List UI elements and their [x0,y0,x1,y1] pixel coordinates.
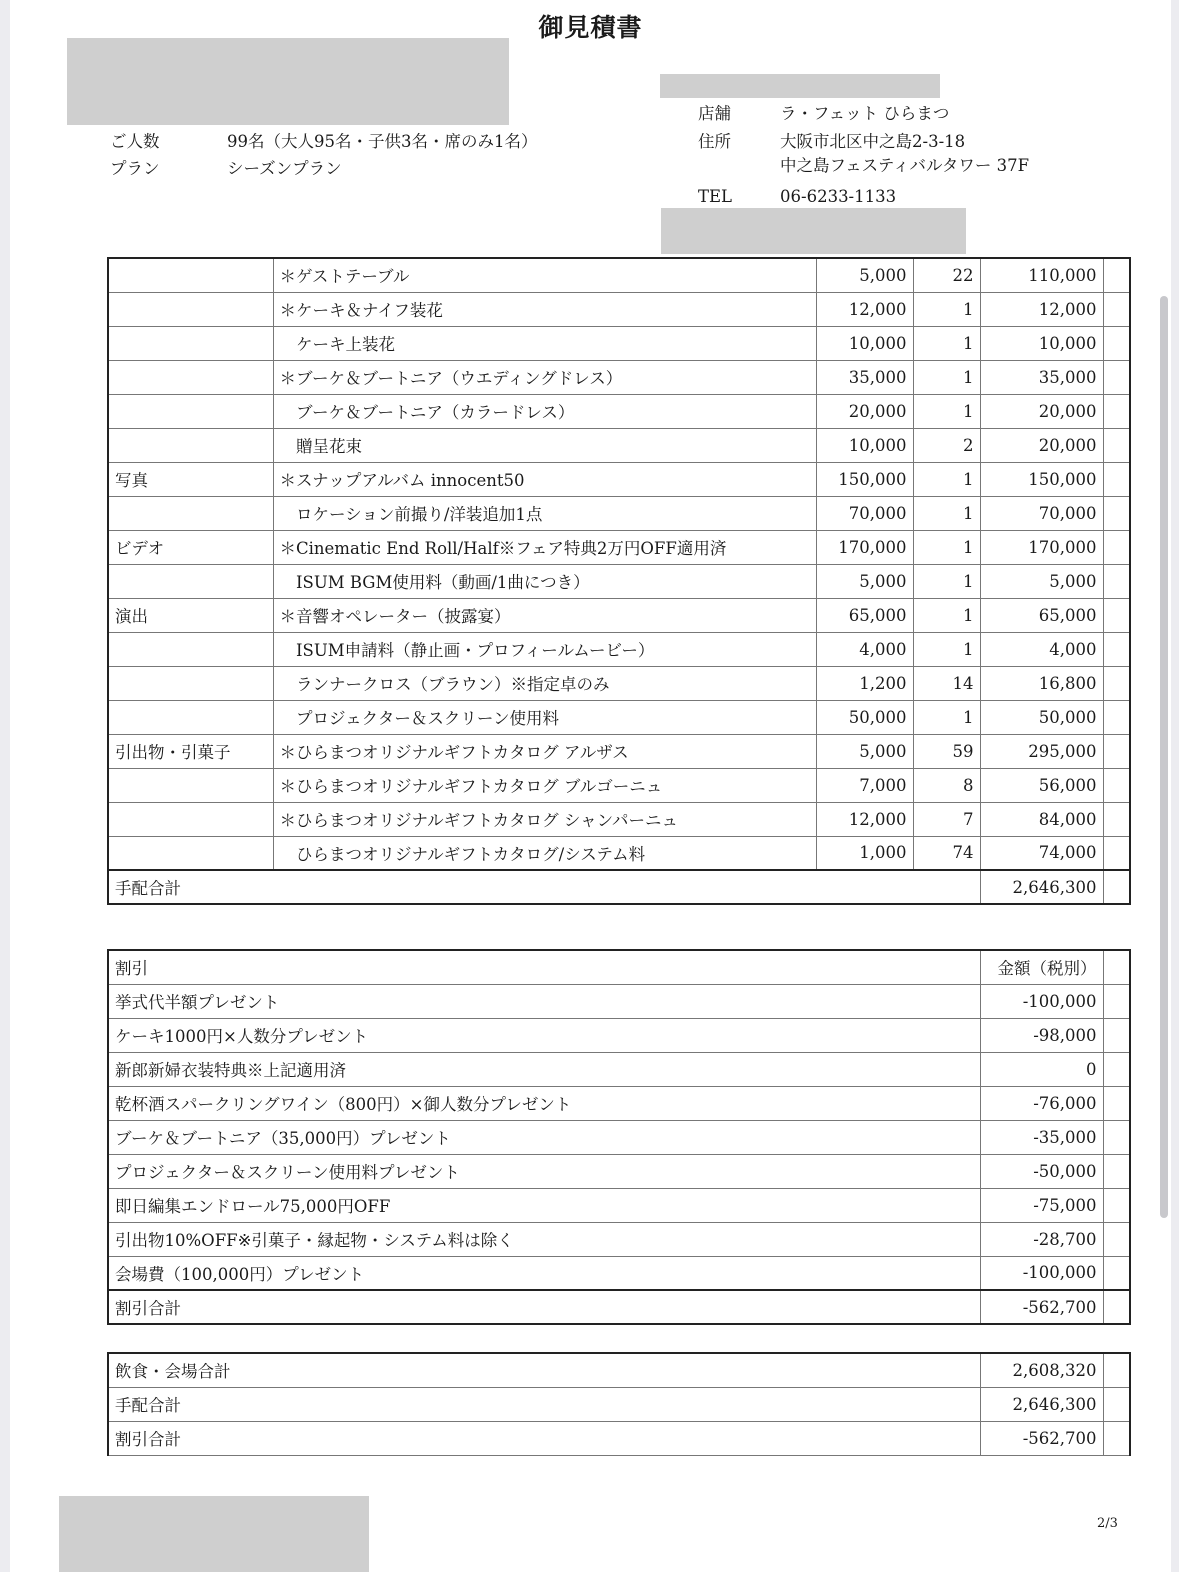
item-amount: 35,000 [980,360,1103,394]
item-name: ＊ひらまつオリジナルギフトカタログ シャンパーニュ [273,802,816,836]
item-amount: 110,000 [980,258,1103,292]
summary-amount: -562,700 [980,1421,1103,1455]
item-name: ひらまつオリジナルギフトカタログ/システム料 [273,836,816,870]
address-line2: 中之島フェスティバルタワー 37F [780,156,1030,175]
item-extra-cell [1103,836,1130,870]
table-row [108,428,1130,462]
summary-amount: 2,646,300 [980,1387,1103,1421]
items-total-label: 手配合計 [108,870,980,904]
item-unit-price: 10,000 [816,428,913,462]
discount-amount: -76,000 [980,1086,1103,1120]
discounts-header-row [108,950,1130,984]
discount-amount: -100,000 [980,1256,1103,1290]
table-row [108,1188,1130,1222]
discount-extra-cell [1103,1256,1130,1290]
item-category: 引出物・引菓子 [108,734,273,768]
item-extra-cell [1103,394,1130,428]
discounts-total-label: 割引合計 [108,1290,980,1324]
item-category [108,632,273,666]
item-quantity: 1 [913,394,980,428]
table-row [108,1387,1130,1421]
redacted-venue-contact [661,208,966,254]
item-category [108,700,273,734]
item-unit-price: 1,200 [816,666,913,700]
item-category [108,564,273,598]
item-name: ロケーション前撮り/洋装追加1点 [273,496,816,530]
table-row [108,292,1130,326]
item-category: 写真 [108,462,273,496]
item-amount: 20,000 [980,394,1103,428]
item-extra-cell [1103,530,1130,564]
discount-label: 引出物10%OFF※引菓子・縁起物・システム料は除く [108,1222,980,1256]
discount-extra-cell [1103,1018,1130,1052]
item-unit-price: 50,000 [816,700,913,734]
item-unit-price: 20,000 [816,394,913,428]
table-row [108,1421,1130,1455]
discount-amount: -50,000 [980,1154,1103,1188]
item-quantity: 1 [913,292,980,326]
item-category [108,496,273,530]
item-quantity: 22 [913,258,980,292]
discounts-total-row [108,1290,1130,1324]
discount-label: 乾杯酒スパークリングワイン（800円）×御人数分プレゼント [108,1086,980,1120]
table-row [108,1222,1130,1256]
discount-amount: -28,700 [980,1222,1103,1256]
summary-extra-cell [1103,1421,1130,1455]
item-name: ISUM BGM使用料（動画/1曲につき） [273,564,816,598]
summary-label: 飲食・会場合計 [108,1353,980,1387]
item-amount: 74,000 [980,836,1103,870]
item-extra-cell [1103,768,1130,802]
item-extra-cell [1103,292,1130,326]
discount-extra-cell [1103,1052,1130,1086]
discounts-table [107,949,1131,1325]
item-category [108,394,273,428]
table-row [108,598,1130,632]
item-amount: 16,800 [980,666,1103,700]
item-category [108,802,273,836]
item-unit-price: 1,000 [816,836,913,870]
item-name: 贈呈花束 [273,428,816,462]
item-quantity: 1 [913,632,980,666]
item-unit-price: 70,000 [816,496,913,530]
item-category [108,836,273,870]
table-row [108,768,1130,802]
item-unit-price: 5,000 [816,734,913,768]
item-quantity: 1 [913,360,980,394]
table-row [108,564,1130,598]
item-quantity: 1 [913,326,980,360]
table-row [108,1120,1130,1154]
discount-extra-cell [1103,984,1130,1018]
table-row [108,1154,1130,1188]
item-extra-cell [1103,666,1130,700]
items-total-amount: 2,646,300 [980,870,1103,904]
table-row [108,462,1130,496]
item-name: ランナークロス（ブラウン）※指定卓のみ [273,666,816,700]
item-unit-price: 10,000 [816,326,913,360]
table-row [108,632,1130,666]
item-category: 演出 [108,598,273,632]
table-row [108,802,1130,836]
summary-table [107,1352,1131,1456]
item-name: ＊ブーケ＆ブートニア（ウエディングドレス） [273,360,816,394]
discount-label: プロジェクター＆スクリーン使用料プレゼント [108,1154,980,1188]
redacted-footer [59,1496,369,1572]
item-amount: 170,000 [980,530,1103,564]
store-value: ラ・フェット ひらまつ [780,104,950,123]
item-category [108,768,273,802]
item-extra-cell [1103,462,1130,496]
summary-extra-cell [1103,1387,1130,1421]
table-row [108,258,1130,292]
table-row [108,530,1130,564]
item-unit-price: 35,000 [816,360,913,394]
table-row [108,1353,1130,1387]
discount-label: 即日編集エンドロール75,000円OFF [108,1188,980,1222]
table-row [108,394,1130,428]
item-unit-price: 170,000 [816,530,913,564]
items-table [107,257,1131,905]
table-row [108,1018,1130,1052]
discounts-total-amount: -562,700 [980,1290,1103,1324]
summary-amount: 2,608,320 [980,1353,1103,1387]
item-amount: 50,000 [980,700,1103,734]
item-unit-price: 12,000 [816,292,913,326]
page-number: 2/3 [1097,1516,1118,1531]
tel-value: 06-6233-1133 [780,187,897,206]
item-quantity: 8 [913,768,980,802]
item-unit-price: 4,000 [816,632,913,666]
item-extra-cell [1103,700,1130,734]
item-unit-price: 5,000 [816,258,913,292]
item-amount: 84,000 [980,802,1103,836]
discount-extra-cell [1103,1154,1130,1188]
item-amount: 4,000 [980,632,1103,666]
discount-extra-cell [1103,1188,1130,1222]
discount-amount: -35,000 [980,1120,1103,1154]
item-name: プロジェクター＆スクリーン使用料 [273,700,816,734]
item-name: ISUM申請料（静止画・プロフィールムービー） [273,632,816,666]
address-label: 住所 [698,132,731,151]
item-name: ＊ひらまつオリジナルギフトカタログ ブルゴーニュ [273,768,816,802]
discount-label: ブーケ＆ブートニア（35,000円）プレゼント [108,1120,980,1154]
discount-label: 会場費（100,000円）プレゼント [108,1256,980,1290]
summary-extra-cell [1103,1353,1130,1387]
table-row [108,836,1130,870]
item-name: ブーケ＆ブートニア（カラードレス） [273,394,816,428]
table-row [108,360,1130,394]
item-unit-price: 5,000 [816,564,913,598]
item-extra-cell [1103,496,1130,530]
discount-label: 挙式代半額プレゼント [108,984,980,1018]
item-category [108,292,273,326]
item-name: ＊音響オペレーター（披露宴） [273,598,816,632]
table-row [108,666,1130,700]
item-quantity: 1 [913,598,980,632]
plan-value: シーズンプラン [227,159,342,178]
item-name: ＊ケーキ＆ナイフ装花 [273,292,816,326]
table-row [108,1256,1130,1290]
discount-amount: -75,000 [980,1188,1103,1222]
item-extra-cell [1103,326,1130,360]
table-row [108,496,1130,530]
document-page [10,0,1171,1572]
table-row [108,734,1130,768]
item-category: ビデオ [108,530,273,564]
item-category [108,428,273,462]
item-amount: 5,000 [980,564,1103,598]
discounts-header-label: 割引 [108,950,980,984]
summary-label: 割引合計 [108,1421,980,1455]
discount-amount: -98,000 [980,1018,1103,1052]
item-unit-price: 65,000 [816,598,913,632]
vertical-scrollbar[interactable] [1160,296,1168,1218]
item-quantity: 59 [913,734,980,768]
item-quantity: 2 [913,428,980,462]
discounts-header-amount: 金額（税別） [980,950,1103,984]
discount-label: 新郎新婦衣装特典※上記適用済 [108,1052,980,1086]
item-extra-cell [1103,802,1130,836]
item-extra-cell [1103,564,1130,598]
tel-label: TEL [698,187,733,206]
item-quantity: 14 [913,666,980,700]
discount-amount: 0 [980,1052,1103,1086]
item-extra-cell [1103,428,1130,462]
item-quantity: 74 [913,836,980,870]
item-amount: 56,000 [980,768,1103,802]
item-extra-cell [1103,258,1130,292]
discount-amount: -100,000 [980,984,1103,1018]
item-amount: 65,000 [980,598,1103,632]
item-unit-price: 150,000 [816,462,913,496]
discount-extra-cell [1103,1222,1130,1256]
table-row [108,1052,1130,1086]
item-category [108,258,273,292]
item-quantity: 1 [913,700,980,734]
item-name: ケーキ上装花 [273,326,816,360]
item-quantity: 1 [913,530,980,564]
item-name: ＊ひらまつオリジナルギフトカタログ アルザス [273,734,816,768]
item-extra-cell [1103,632,1130,666]
item-amount: 20,000 [980,428,1103,462]
guests-label: ご人数 [110,132,160,151]
item-name: ＊スナップアルバム innocent50 [273,462,816,496]
item-amount: 12,000 [980,292,1103,326]
redacted-customer-name [67,38,509,125]
document-title: 御見積書 [538,13,643,42]
item-name: ＊Cinematic End Roll/Half※フェア特典2万円OFF適用済 [273,530,816,564]
table-row [108,700,1130,734]
discount-extra-cell [1103,1120,1130,1154]
item-unit-price: 12,000 [816,802,913,836]
item-quantity: 1 [913,564,980,598]
item-amount: 70,000 [980,496,1103,530]
item-extra-cell [1103,360,1130,394]
item-category [108,360,273,394]
discount-extra-cell [1103,1086,1130,1120]
item-amount: 10,000 [980,326,1103,360]
table-row [108,1086,1130,1120]
redacted-venue-header [660,74,940,98]
item-category [108,666,273,700]
item-amount: 150,000 [980,462,1103,496]
guests-value: 99名（大人95名・子供3名・席のみ1名） [227,132,538,151]
item-category [108,326,273,360]
table-row [108,984,1130,1018]
items-total-row [108,870,1130,904]
item-quantity: 7 [913,802,980,836]
plan-label: プラン [110,159,160,178]
item-name: ＊ゲストテーブル [273,258,816,292]
discount-label: ケーキ1000円×人数分プレゼント [108,1018,980,1052]
table-row [108,326,1130,360]
item-unit-price: 7,000 [816,768,913,802]
item-extra-cell [1103,598,1130,632]
item-quantity: 1 [913,496,980,530]
item-amount: 295,000 [980,734,1103,768]
item-quantity: 1 [913,462,980,496]
item-extra-cell [1103,734,1130,768]
address-line1: 大阪市北区中之島2-3-18 [780,132,966,151]
summary-label: 手配合計 [108,1387,980,1421]
store-label: 店舗 [698,104,731,123]
